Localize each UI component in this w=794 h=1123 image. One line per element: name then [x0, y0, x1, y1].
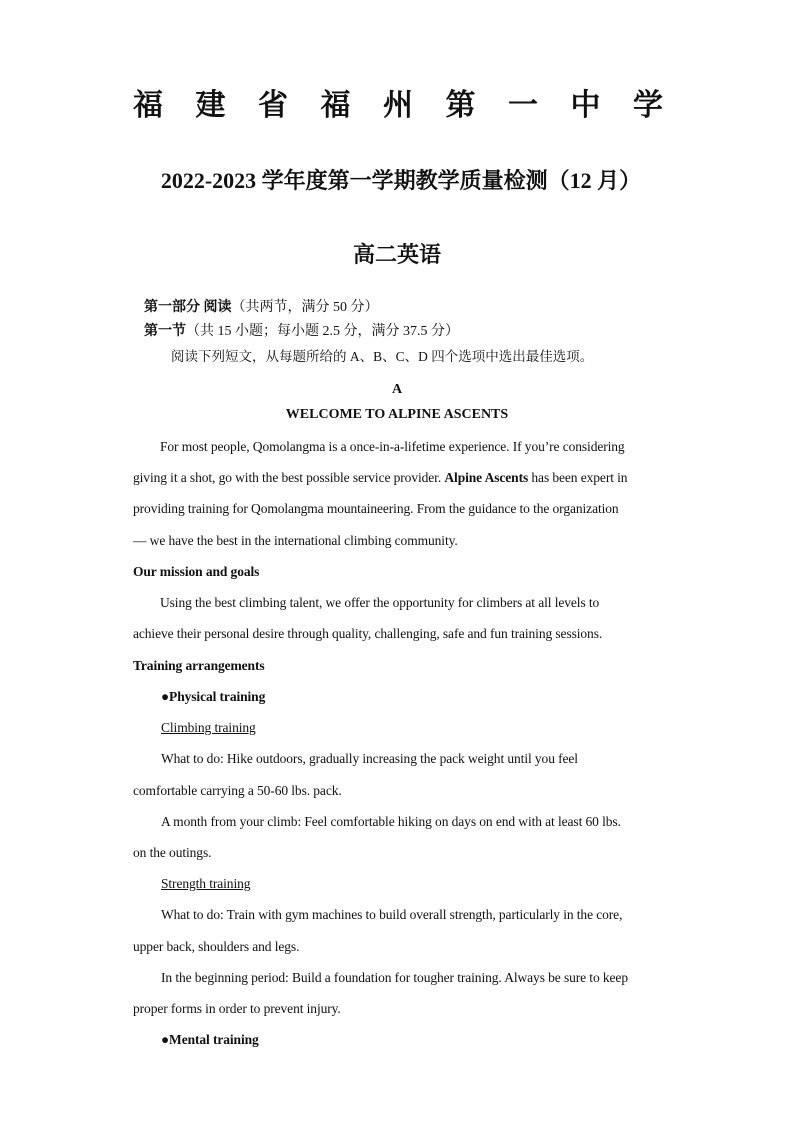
strength-line: In the beginning period: Build a foundation for tougher training. Always be sure to keep — [161, 970, 628, 985]
section1-label: 第一节 — [144, 324, 186, 339]
school-char: 福 — [320, 89, 351, 122]
strength-line: upper back, shoulders and legs. — [133, 939, 300, 954]
mental-heading: ●Mental training — [161, 1032, 259, 1047]
climbing-line: What to do: Hike outdoors, gradually increasing the pack weight until you feel — [161, 751, 578, 766]
passage-letter: A — [391, 382, 403, 397]
p1-line: providing training for Qomolangma mountaineering. From the guidance to the organization — [133, 501, 619, 516]
instruction: 阅读下列短文，从每题所给的 A、B、C、D 四个选项中选出最佳选项。 — [171, 349, 594, 364]
school-char: 一 — [508, 89, 538, 122]
section1-note: （共 15 小题；每小题 2.5 分，满分 37.5 分） — [186, 324, 459, 339]
part1-label: 第一部分 阅读 — [144, 300, 232, 315]
exam-title: 2022-2023 学年度第一学期教学质量检测（12 月） — [160, 168, 642, 193]
climbing-line: on the outings. — [133, 845, 212, 860]
p1-text: has been expert in — [528, 470, 628, 485]
brand-name: Alpine Ascents — [444, 470, 529, 485]
part1-note: （共两节，满分 50 分） — [231, 300, 379, 315]
climbing-line: A month from your climb: Feel comfortable hiking on days on end with at least 60 lbs. — [161, 814, 621, 829]
climbing-line: comfortable carrying a 50-60 lbs. pack. — [133, 783, 342, 798]
school-char: 学 — [633, 89, 663, 122]
climbing-subheading: Climbing training — [161, 720, 256, 735]
p1-line: — we have the best in the international climbing community. — [133, 533, 458, 548]
school-char: 建 — [195, 89, 226, 122]
subject-title: 高二英语 — [352, 242, 441, 267]
physical-heading: ●Physical training — [161, 689, 266, 704]
p1-line — [133, 467, 627, 489]
p2-line: Using the best climbing talent, we offer the opportunity for climbers at all levels to — [160, 595, 600, 610]
mission-heading: Our mission and goals — [133, 564, 260, 579]
school-char: 省 — [258, 89, 288, 122]
training-heading: Training arrangements — [133, 658, 265, 673]
school-char: 中 — [570, 89, 601, 122]
school-char: 福 — [133, 89, 163, 122]
part1-heading — [144, 297, 379, 319]
school-char: 第 — [445, 89, 476, 122]
strength-line: What to do: Train with gym machines to build overall strength, particularly in the core, — [161, 907, 623, 922]
p2-line: achieve their personal desire through quality, challenging, safe and fun training sessions. — [133, 626, 603, 641]
school-char: 州 — [383, 89, 413, 122]
strength-subheading: Strength training — [161, 876, 251, 891]
passage-title: WELCOME TO ALPINE ASCENTS — [285, 407, 509, 422]
strength-line: proper forms in order to prevent injury. — [133, 1001, 341, 1016]
school-name — [133, 86, 663, 126]
p1-line: For most people, Qomolangma is a once-in-a-lifetime experience. If you’re considering — [160, 439, 625, 454]
section1-heading — [144, 321, 459, 343]
p1-text: giving it a shot, go with the best possible service provider. — [133, 470, 445, 485]
